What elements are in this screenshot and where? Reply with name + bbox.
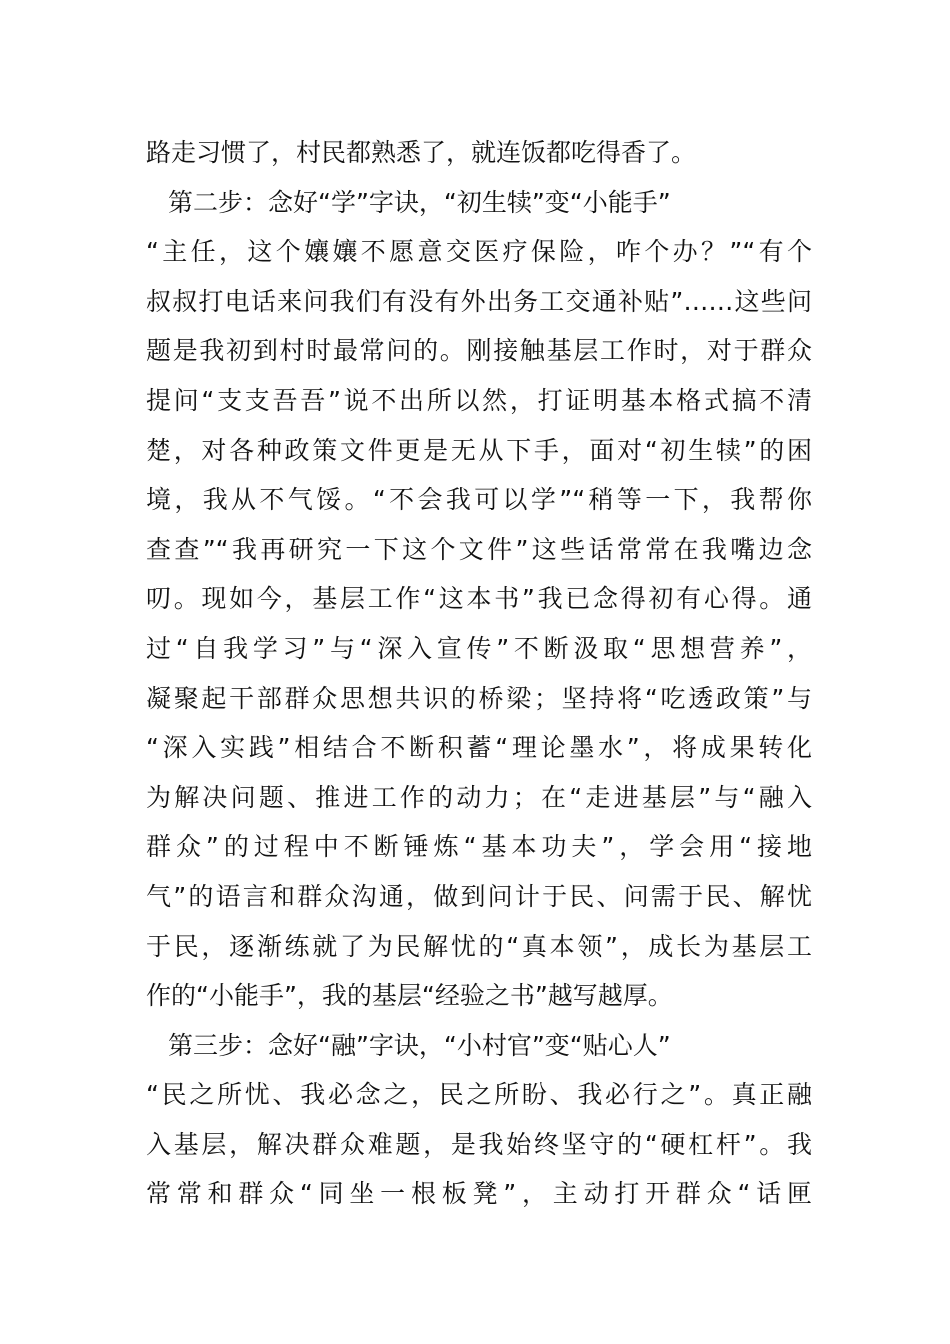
paragraph-line: “主任，这个孃孃不愿意交医疗保险，咋个办？”“有个 (146, 237, 812, 267)
paragraph-line: 气”的语言和群众沟通，做到问计于民、问需于民、解忧 (146, 881, 812, 911)
paragraph-line: 群众”的过程中不断锤炼“基本功夫”，学会用“接地 (146, 832, 812, 862)
paragraph-line: 作的“小能手”，我的基层“经验之书”越写越厚。 (146, 981, 673, 1011)
paragraph-line: 于民，逐渐练就了为民解忧的“真本领”，成长为基层工 (146, 931, 812, 961)
section-heading-step-three: 第三步：念好“融”字诀，“小村官”变“贴心人” (168, 1030, 671, 1060)
paragraph-line: 入基层，解决群众难题，是我始终坚守的“硬杠杆”。我 (146, 1129, 812, 1159)
paragraph-line: 境，我从不气馁。“不会我可以学”“稍等一下，我帮你 (146, 485, 812, 515)
paragraph-line: “深入实践”相结合不断积蓄“理论墨水”，将成果转化 (146, 733, 812, 763)
paragraph-line: 过“自我学习”与“深入宣传”不断汲取“思想营养”， (146, 633, 812, 663)
paragraph-line: 题是我初到村时最常问的。刚接触基层工作时，对于群众 (146, 336, 812, 366)
paragraph-line: 楚，对各种政策文件更是无从下手，面对“初生犊”的困 (146, 435, 812, 465)
document-body (146, 128, 812, 1219)
paragraph-line: 常常和群众“同坐一根板凳”，主动打开群众“话匣 (146, 1179, 812, 1209)
paragraph-line: 为解决问题、推进工作的动力；在“走进基层”与“融入 (146, 782, 812, 812)
paragraph-line: 叔叔打电话来问我们有没有外出务工交通补贴”……这些问 (146, 286, 812, 316)
paragraph-line: 查查”“我再研究一下这个文件”这些话常常在我嘴边念 (146, 534, 812, 564)
paragraph-line: 叨。现如今，基层工作“这本书”我已念得初有心得。通 (146, 584, 812, 614)
paragraph-line: 凝聚起干部群众思想共识的桥梁；坚持将“吃透政策”与 (146, 683, 812, 713)
paragraph-line: 提问“支支吾吾”说不出所以然，打证明基本格式搞不清 (146, 385, 812, 415)
section-heading-step-two: 第二步：念好“学”字诀，“初生犊”变“小能手” (168, 187, 671, 217)
paragraph-line: 路走习惯了，村民都熟悉了，就连饭都吃得香了。 (146, 138, 697, 167)
paragraph-line: “民之所忧、我必念之，民之所盼、我必行之”。真正融 (146, 1080, 812, 1110)
